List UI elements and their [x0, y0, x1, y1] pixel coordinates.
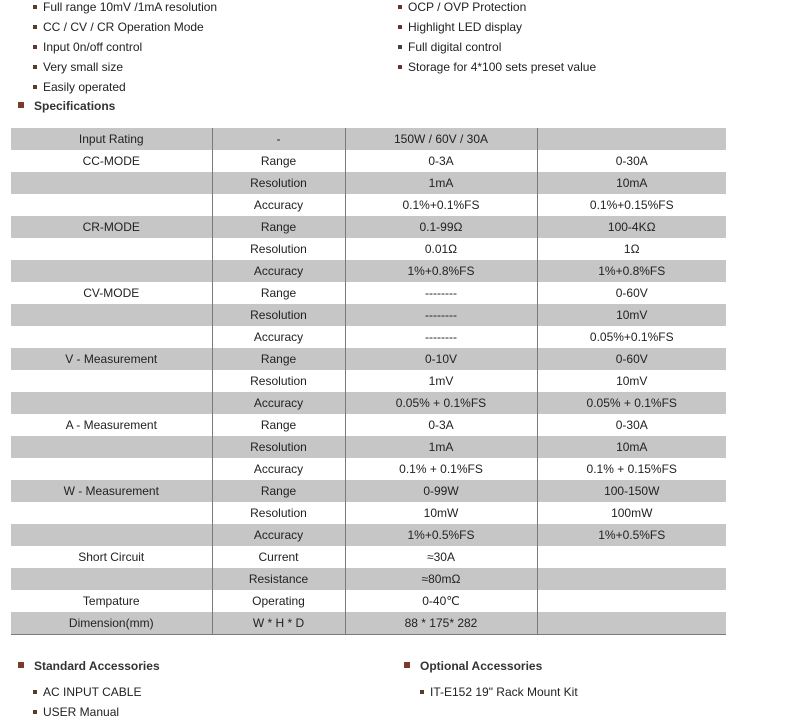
spec-row	[11, 326, 726, 348]
feature-text: Highlight LED display	[408, 20, 523, 34]
spec-cell: Resolution	[212, 172, 345, 194]
spec-row	[11, 436, 726, 458]
spec-cell: W - Measurement	[11, 480, 212, 502]
spec-cell: --------	[345, 304, 537, 326]
spec-cell	[11, 436, 212, 458]
spec-cell	[11, 238, 212, 260]
spec-row	[11, 150, 726, 172]
standard-accessories-list	[33, 682, 141, 722]
spec-cell: Accuracy	[212, 392, 345, 414]
feature-item	[398, 0, 596, 17]
square-bullet-icon	[18, 102, 24, 108]
spec-cell: 0.01Ω	[345, 238, 537, 260]
square-bullet-icon	[404, 662, 410, 668]
spec-cell: CV-MODE	[11, 282, 212, 304]
spec-cell: Range	[212, 348, 345, 370]
feature-text: Very small size	[43, 60, 124, 74]
specifications-title: Specifications	[34, 99, 116, 113]
spec-cell: 1%+0.5%FS	[537, 524, 726, 546]
spec-cell: Operating	[212, 590, 345, 612]
bullet-icon	[33, 45, 37, 49]
spec-cell: Resistance	[212, 568, 345, 590]
spec-cell: Dimension(mm)	[11, 612, 212, 634]
spec-cell: 0-10V	[345, 348, 537, 370]
spec-row	[11, 524, 726, 546]
spec-row	[11, 568, 726, 590]
square-bullet-icon	[18, 662, 24, 668]
specifications-heading	[18, 96, 218, 116]
spec-cell: 10mV	[537, 304, 726, 326]
spec-row	[11, 590, 726, 612]
spec-cell: --------	[345, 282, 537, 304]
spec-cell: 1mA	[345, 436, 537, 458]
accessory-text: USER Manual	[43, 705, 120, 719]
spec-cell	[11, 172, 212, 194]
bullet-icon	[33, 25, 37, 29]
spec-row	[11, 216, 726, 238]
spec-cell: 0.05% + 0.1%FS	[345, 392, 537, 414]
bullet-icon	[398, 45, 402, 49]
spec-cell: 0-30A	[615, 418, 648, 432]
accessory-item	[33, 702, 141, 722]
accessory-text: IT-E152 19" Rack Mount Kit	[430, 685, 578, 699]
bullet-icon	[33, 710, 37, 714]
bullet-icon	[420, 690, 424, 694]
spec-cell: 1%+0.8%FS	[537, 260, 726, 282]
bullet-icon	[33, 85, 37, 89]
spec-cell	[11, 524, 212, 546]
specifications-table-body	[11, 128, 726, 634]
spec-cell: 100-4KΩ	[537, 216, 726, 238]
spec-cell: Tempature	[11, 590, 212, 612]
feature-item	[33, 17, 217, 37]
spec-cell: Resolution	[212, 238, 345, 260]
spec-row	[11, 612, 726, 634]
spec-cell: 100-150W	[537, 480, 726, 502]
spec-cell	[537, 546, 726, 568]
spec-cell: 0-30A	[615, 154, 648, 168]
spec-row	[11, 304, 726, 326]
spec-cell	[11, 370, 212, 392]
spec-cell: 0.05% + 0.1%FS	[537, 392, 726, 414]
accessory-item	[420, 682, 578, 702]
feature-text: Easily operated	[43, 80, 126, 94]
spec-cell: Accuracy	[212, 524, 345, 546]
spec-cell: 10mW	[345, 502, 537, 524]
spec-cell: Accuracy	[212, 260, 345, 282]
spec-cell: 10mA	[537, 436, 726, 458]
spec-cell	[537, 612, 726, 634]
spec-cell: Short Circuit	[11, 546, 212, 568]
bullet-icon	[398, 5, 402, 9]
spec-row	[11, 392, 726, 414]
spec-cell	[11, 502, 212, 524]
bullet-icon	[398, 25, 402, 29]
spec-cell: Resolution	[212, 370, 345, 392]
feature-item	[33, 77, 217, 97]
spec-cell: 1%+0.8%FS	[345, 260, 537, 282]
feature-text: Full range 10mV /1mA resolution	[43, 0, 218, 14]
spec-row	[11, 238, 726, 260]
accessory-item	[33, 682, 141, 702]
specifications-table	[11, 128, 726, 635]
spec-row	[11, 172, 726, 194]
spec-cell: 1%+0.5%FS	[345, 524, 537, 546]
spec-cell: CC-MODE	[11, 150, 212, 172]
spec-cell: Accuracy	[212, 194, 345, 216]
standard-accessories-title: Standard Accessories	[34, 659, 160, 673]
feature-item	[398, 37, 596, 57]
feature-text: OCP / OVP Protection	[408, 0, 527, 14]
spec-row	[11, 502, 726, 524]
spec-cell: Range	[212, 480, 345, 502]
spec-cell: 1Ω	[623, 242, 640, 256]
spec-cell	[11, 458, 212, 480]
spec-row	[11, 480, 726, 502]
spec-cell: Range	[212, 414, 345, 436]
spec-cell	[537, 590, 726, 612]
spec-cell: 0.1% + 0.1%FS	[345, 458, 537, 480]
spec-cell	[11, 326, 212, 348]
spec-row	[11, 194, 726, 216]
spec-cell: ≈80mΩ	[345, 568, 537, 590]
bullet-icon	[33, 690, 37, 694]
optional-accessories-title: Optional Accessories	[420, 659, 543, 673]
bullet-icon	[33, 65, 37, 69]
spec-cell: 0-99W	[345, 480, 537, 502]
spec-row	[11, 260, 726, 282]
spec-cell	[537, 128, 726, 150]
spec-cell: Accuracy	[212, 458, 345, 480]
spec-cell	[11, 194, 212, 216]
spec-cell: Current	[212, 546, 345, 568]
feature-item	[398, 57, 596, 77]
spec-cell: ≈30A	[345, 546, 537, 568]
feature-text: CC / CV / CR Operation Mode	[43, 20, 204, 34]
spec-cell: 0.1-99Ω	[345, 216, 537, 238]
spec-row	[11, 348, 726, 370]
feature-item	[33, 37, 217, 57]
feature-item	[33, 0, 217, 17]
spec-row	[11, 414, 726, 436]
spec-cell: V - Measurement	[11, 348, 212, 370]
spec-row	[11, 282, 726, 304]
spec-cell: 1mV	[345, 370, 537, 392]
spec-cell: 88 * 175* 282	[345, 612, 537, 634]
spec-cell	[537, 568, 726, 590]
spec-cell: Resolution	[212, 436, 345, 458]
spec-cell: 1mA	[345, 172, 537, 194]
feature-column-left	[33, 0, 217, 97]
bullet-icon	[398, 65, 402, 69]
spec-cell: 0.1% + 0.15%FS	[586, 462, 677, 476]
spec-cell: 0-60V	[615, 286, 648, 300]
feature-text: Storage for 4*100 sets preset value	[408, 60, 597, 74]
spec-cell	[11, 260, 212, 282]
spec-cell: Accuracy	[212, 326, 345, 348]
spec-cell	[11, 304, 212, 326]
feature-column-right	[398, 0, 596, 77]
spec-row	[11, 128, 726, 150]
spec-cell: Range	[212, 282, 345, 304]
feature-item	[398, 17, 596, 37]
spec-cell: 100mW	[611, 506, 653, 520]
optional-accessories-list	[420, 682, 578, 702]
spec-row	[11, 458, 726, 480]
spec-cell: Range	[212, 216, 345, 238]
spec-cell: 0.05%+0.1%FS	[589, 330, 674, 344]
bullet-icon	[33, 5, 37, 9]
spec-cell: Resolution	[212, 304, 345, 326]
spec-cell: 10mA	[537, 172, 726, 194]
spec-cell: 0.1%+0.1%FS	[345, 194, 537, 216]
feature-text: Full digital control	[408, 40, 502, 54]
standard-accessories-heading	[18, 656, 268, 676]
spec-cell: 0-3A	[345, 150, 537, 172]
spec-cell: W * H * D	[212, 612, 345, 634]
spec-cell: 0-40℃	[345, 590, 537, 612]
spec-cell	[11, 568, 212, 590]
feature-item	[33, 57, 217, 77]
spec-cell	[11, 392, 212, 414]
spec-row	[11, 546, 726, 568]
spec-cell: Input Rating	[11, 128, 212, 150]
spec-cell: 0-3A	[345, 414, 537, 436]
spec-cell: -	[212, 128, 345, 150]
spec-cell: 10mV	[616, 374, 648, 388]
spec-cell: 150W / 60V / 30A	[345, 128, 537, 150]
spec-cell: Range	[212, 150, 345, 172]
optional-accessories-heading	[404, 656, 654, 676]
accessory-text: AC INPUT CABLE	[43, 685, 142, 699]
spec-cell: A - Measurement	[11, 414, 212, 436]
spec-cell: --------	[345, 326, 537, 348]
spec-cell: CR-MODE	[11, 216, 212, 238]
spec-cell: 0-60V	[537, 348, 726, 370]
spec-cell: Resolution	[212, 502, 345, 524]
feature-text: Input 0n/off control	[43, 40, 143, 54]
spec-row	[11, 370, 726, 392]
spec-cell: 0.1%+0.15%FS	[589, 198, 674, 212]
